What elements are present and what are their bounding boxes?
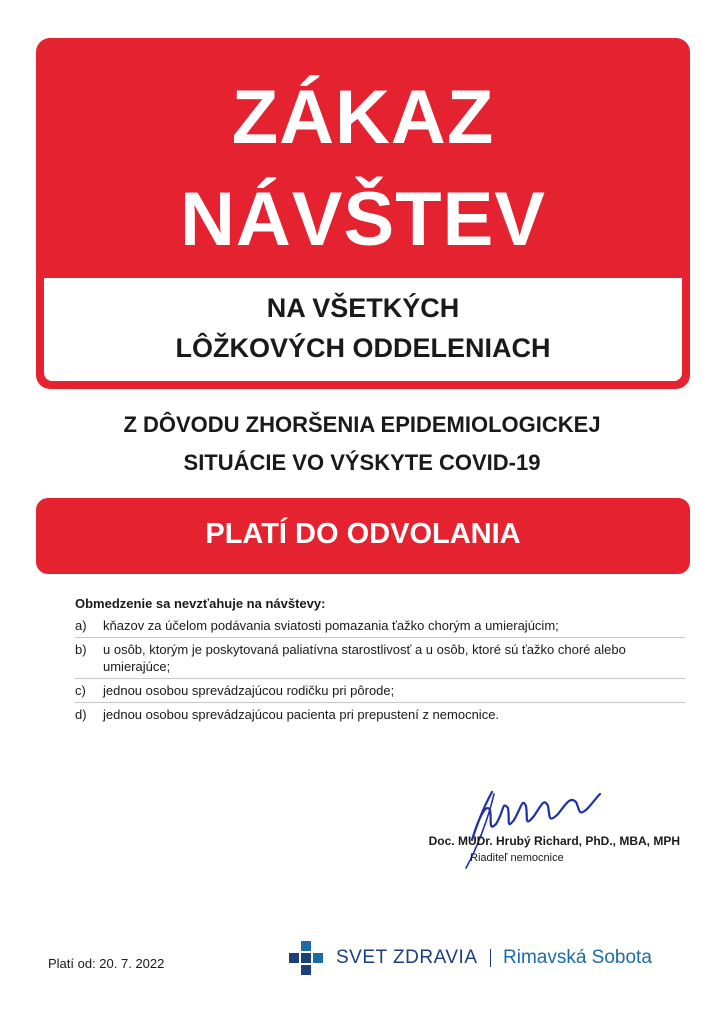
list-item-letter: d): [75, 707, 87, 722]
notice-subtitle-line2: LÔŽKOVÝCH ODDELENIACH: [175, 333, 551, 363]
notice-title-line1: ZÁKAZ: [231, 75, 495, 160]
list-item: [75, 617, 685, 634]
divider: [75, 637, 685, 638]
validity-banner: [36, 498, 690, 574]
list-item: [75, 641, 685, 675]
notice-subtitle-panel: [44, 278, 682, 381]
list-item: [75, 682, 685, 699]
list-item-letter: b): [75, 642, 87, 657]
reason-line1: Z DÔVODU ZHORŠENIA EPIDEMIOLOGICKEJ: [123, 412, 601, 437]
logo-city-text: Rimavská Sobota: [503, 947, 652, 968]
list-item-text: jednou osobou sprevádzajúcou pacienta pri prepustení z nemocnice.: [103, 707, 500, 722]
hospital-logo: [288, 940, 652, 976]
logo-brand-text: SVET ZDRAVIA: [336, 947, 478, 968]
cross-icon: [288, 940, 324, 976]
signer-role: Riaditeľ nemocnice: [470, 852, 564, 864]
list-item-letter: a): [75, 618, 87, 633]
exceptions-list: [75, 596, 685, 723]
list-item-letter: c): [75, 683, 86, 698]
reason-line2: SITUÁCIE VO VÝSKYTE COVID-19: [183, 450, 541, 475]
divider: [75, 678, 685, 679]
valid-from-date: Platí od: 20. 7. 2022: [48, 956, 165, 971]
list-item-text: jednou osobou sprevádzajúcou rodičku pri pôrode;: [103, 683, 395, 698]
logo-separator: [490, 949, 492, 967]
signer-name: Doc. MUDr. Hrubý Richard, PhD., MBA, MPH: [428, 834, 680, 848]
exceptions-heading: Obmedzenie sa nevzťahuje na návštevy:: [75, 596, 326, 611]
list-item: [75, 706, 685, 723]
divider: [75, 702, 685, 703]
validity-banner-text: PLATÍ DO ODVOLANIA: [205, 518, 521, 550]
list-item-text: u osôb, ktorým je poskytovaná paliatívna starostlivosť a u osôb, ktoré sú ťažko choré alebo umierajúce;: [103, 642, 626, 674]
notice-header-box: [36, 38, 690, 389]
list-item-text: kňazov za účelom podávania sviatosti pomazania ťažko chorým a umierajúcim;: [103, 618, 559, 633]
notice-subtitle-line1: NA VŠETKÝCH: [266, 293, 460, 323]
notice-title-line2: NÁVŠTEV: [180, 177, 546, 262]
